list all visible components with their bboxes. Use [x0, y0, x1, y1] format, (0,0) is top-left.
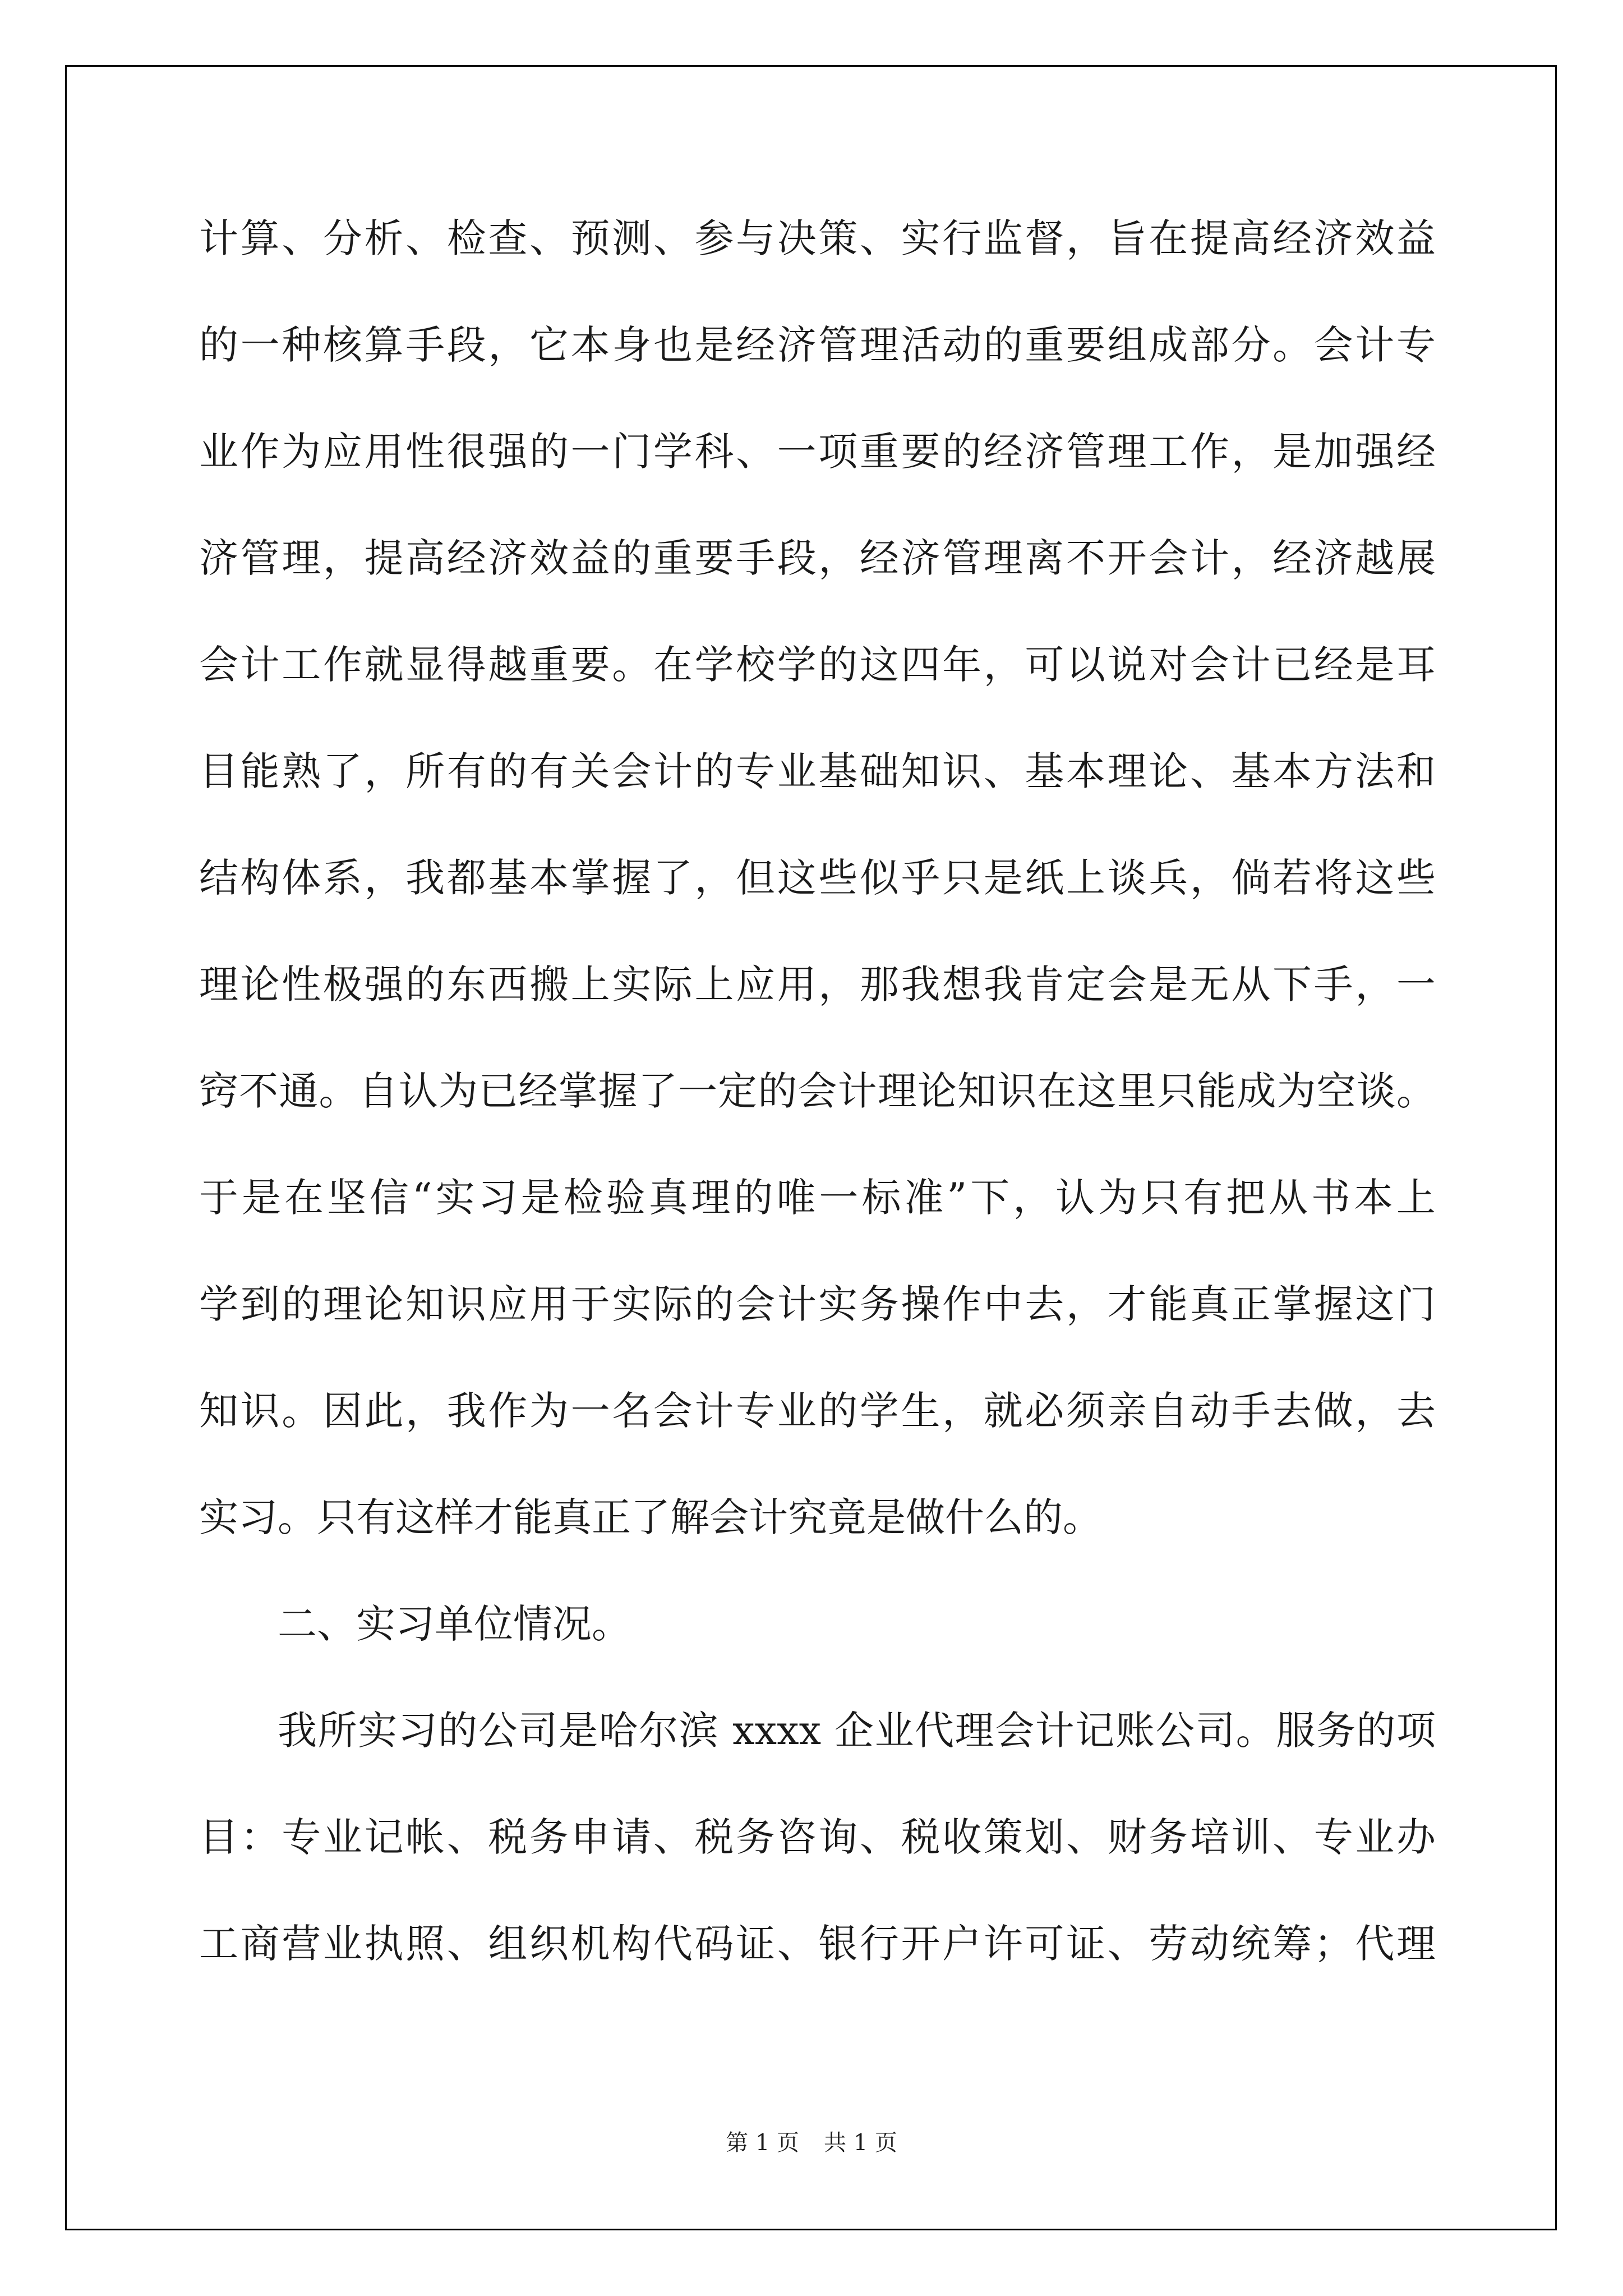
body-line: 目：专业记帐、税务申请、税务咨询、税收策划、财务培训、专业办: [199, 1814, 1436, 1860]
page-total: 共 1 页: [824, 2130, 897, 2156]
body-line: 业作为应用性很强的一门学科、一项重要的经济管理工作，是加强经: [199, 429, 1436, 475]
body-line: 知识。因此，我作为一名会计专业的学生，就必须亲自动手去做，去: [199, 1388, 1436, 1434]
body-line: 目能熟了，所有的有关会计的专业基础知识、基本理论、基本方法和: [199, 748, 1436, 794]
body-line: 理论性极强的东西搬上实际上应用，那我想我肯定会是无从下手，一: [199, 961, 1436, 1007]
body-line: 会计工作就显得越重要。在学校学的这四年，可以说对会计已经是耳: [199, 642, 1436, 688]
body-line: 窍不通。自认为已经掌握了一定的会计理论知识在这里只能成为空谈。: [199, 1068, 1436, 1114]
body-line: 于是在坚信“实习是检验真理的唯一标准”下，认为只有把从书本上: [199, 1175, 1436, 1221]
body-line-paragraph-end: 实习。只有这样才能真正了解会计究竟是做什么的。: [199, 1494, 1102, 1540]
section-heading: 二、实习单位情况。: [278, 1601, 631, 1647]
page-number: 第 1 页: [726, 2130, 799, 2156]
body-line: 学到的理论知识应用于实际的会计实务操作中去，才能真正掌握这门: [199, 1281, 1436, 1327]
body-line: 计算、分析、检查、预测、参与决策、实行监督，旨在提高经济效益: [199, 215, 1436, 261]
body-line: 的一种核算手段，它本身也是经济管理活动的重要组成部分。会计专: [199, 322, 1436, 368]
page-footer: [0, 2132, 1623, 2154]
body-line-paragraph-start: 我所实习的公司是哈尔滨 xxxx 企业代理会计记账公司。服务的项: [278, 1708, 1436, 1754]
body-line: 结构体系，我都基本掌握了，但这些似乎只是纸上谈兵，倘若将这些: [199, 855, 1436, 901]
document-body: [199, 215, 1436, 2031]
body-line: 工商营业执照、组织机构代码证、银行开户许可证、劳动统筹；代理: [199, 1921, 1436, 1967]
body-line: 济管理，提高经济效益的重要手段，经济管理离不开会计，经济越展: [199, 535, 1436, 581]
